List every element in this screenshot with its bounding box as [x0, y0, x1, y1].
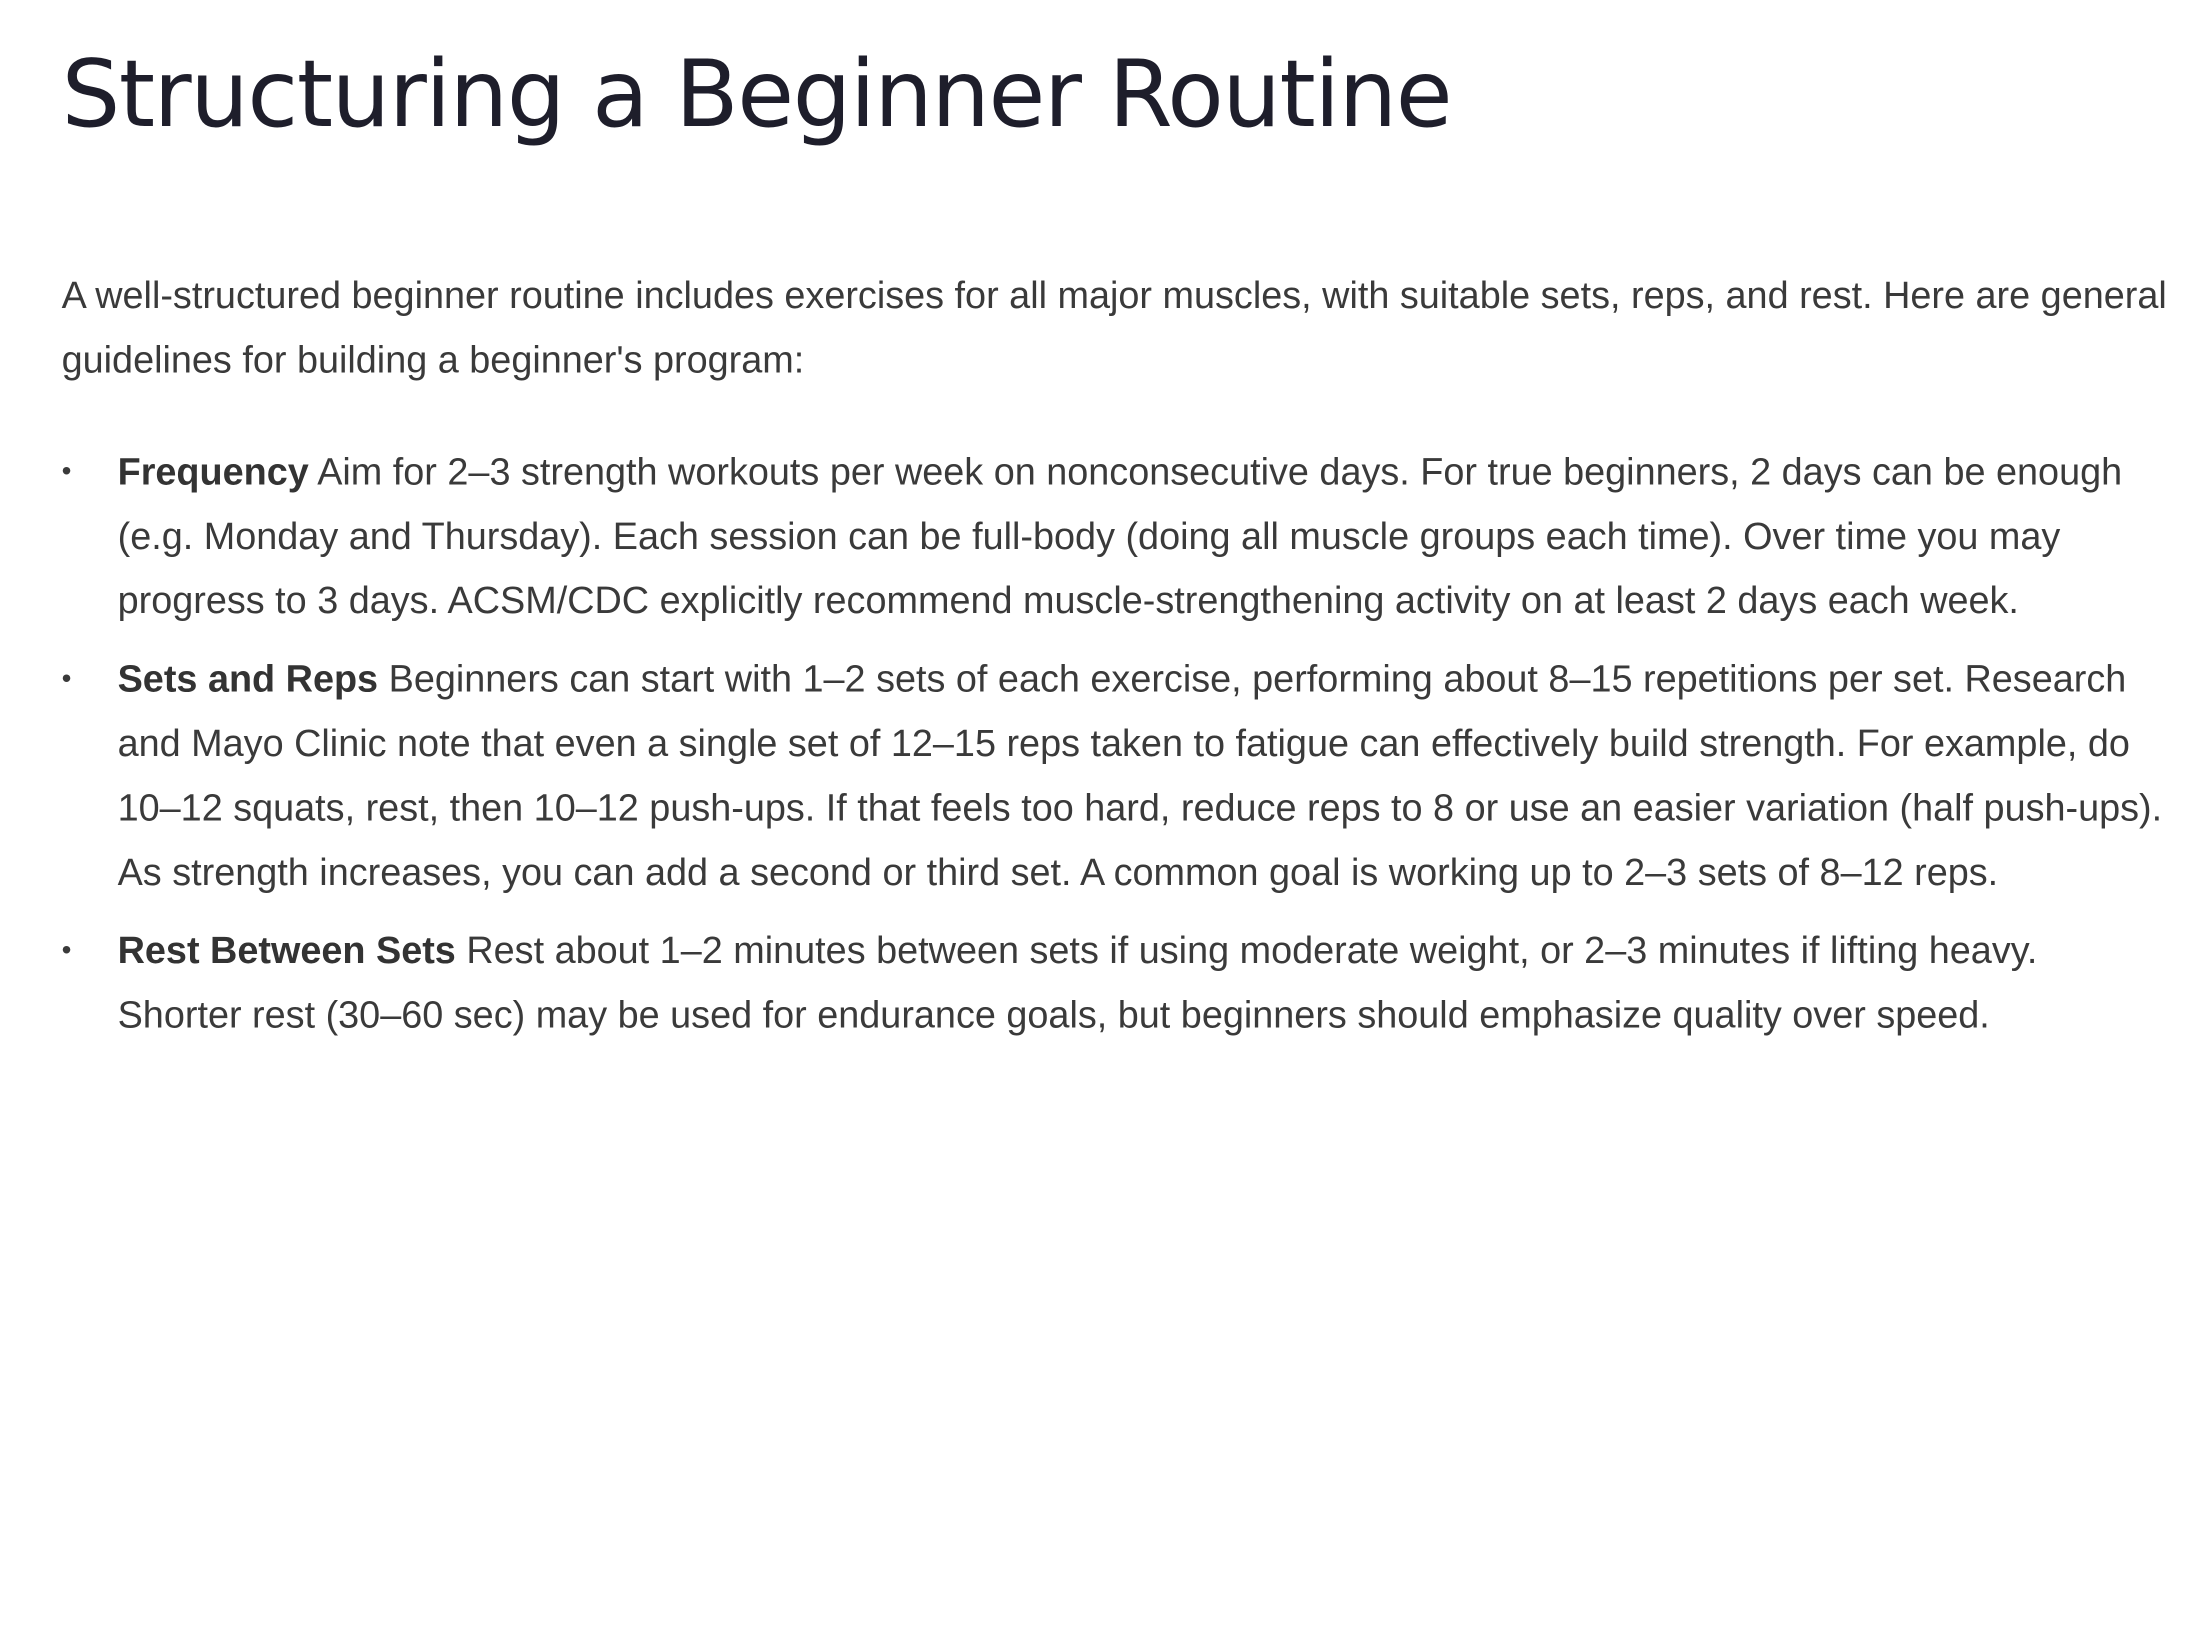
- guidelines-list: [62, 440, 2170, 1048]
- bullet-icon: •: [61, 663, 72, 695]
- item-text: Rest about 1–2 minutes between sets if using moderate weight, or 2–3 minutes if lifting heavy. Shorter rest (30–60 sec) may be used for endurance goals, but beginners should emphasize quality over speed.: [117, 929, 2038, 1036]
- item-term: Rest Between Sets: [117, 929, 456, 972]
- list-item-rest-between-sets: [62, 918, 2170, 1047]
- item-text: Aim for 2–3 strength workouts per week on nonconsecutive days. For true beginners, 2 days can be enough (e.g. Monday and Thursday). Each session can be full-body (doing all muscle groups each time). Over time you may progress to 3 days. ACSM/CDC explicitly recommend muscle-strengthening activity on at least 2 days each week.: [117, 450, 2123, 622]
- intro-paragraph: A well-structured beginner routine includes exercises for all major muscles, with suitable sets, reps, and rest. Here are general guidelines for building a beginner's program:: [61, 274, 2167, 381]
- page-title: Structuring a Beginner Routine: [61, 40, 1452, 149]
- item-term: Frequency: [117, 450, 309, 493]
- bullet-icon: •: [61, 935, 72, 966]
- list-item-frequency: [62, 440, 2170, 633]
- list-item-sets-and-reps: [62, 647, 2170, 905]
- item-text: Beginners can start with 1–2 sets of each exercise, performing about 8–15 repetitions per set. Research and Mayo Clinic note that even a single set of 12–15 reps taken to fatigue can effectively build strength. For example, do 10–12 squats, rest, then 10–12 push-ups. If that feels too hard, reduce reps to 8 or use an easier variation (half push-ups). As strength increases, you can add a second or third set. A common goal is working up to 2–3 sets of 8–12 reps.: [117, 658, 2163, 894]
- item-term: Sets and Reps: [117, 658, 379, 700]
- article: [62, 28, 2170, 1061]
- bullet-icon: •: [61, 456, 72, 488]
